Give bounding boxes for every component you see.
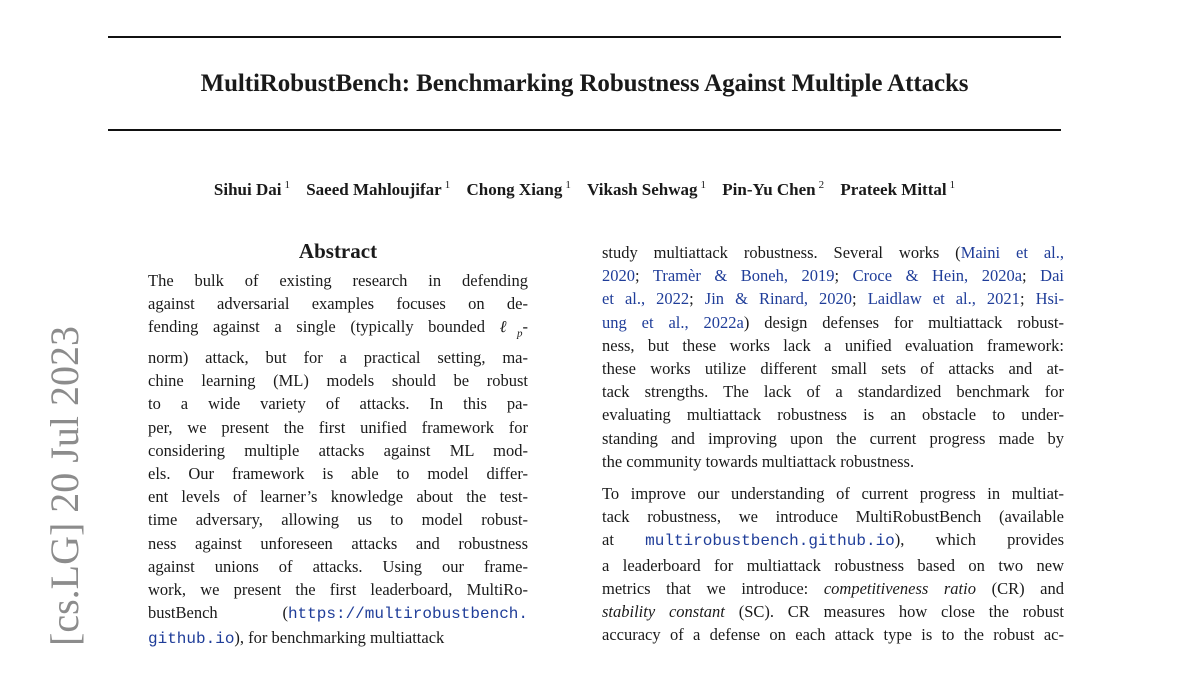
text-line: chine learning (ML) models should be robust [148,371,528,391]
text-line: stability constant (SC). CR measures how close the robust [602,602,1064,622]
text-line: bustBench (https://multirobustbench. [148,603,528,624]
intro-paragraph [602,241,1064,473]
text-line: at multirobustbench.github.io), which provides [602,530,1064,551]
text-line: ness, but these works lack a unified evaluation framework: [602,335,1064,355]
text-line: evaluating multiattack robustness is an obstacle to under- [602,405,1064,425]
citation-link[interactable]: Maini et al., [960,243,1065,262]
text-line: the community towards multiattack robustness. [602,451,915,471]
abstract-body [148,269,528,652]
text-line: et al., 2022; Jin & Rinard, 2020; Laidlaw et al., 2021; Hsi- [602,289,1064,309]
citation-link[interactable]: Dai [1040,266,1064,286]
title-rule-top [108,36,1061,38]
title-rule-bottom [108,129,1061,131]
text-line: against adversarial examples focuses on de- [148,294,528,314]
citation-link[interactable]: Laidlaw et al., 2021 [867,289,1020,309]
citation-link[interactable]: Tramèr & Boneh, 2019 [652,266,835,286]
citation-link[interactable]: Jin & Rinard, 2020 [704,289,853,309]
text-line: considering multiple attacks against ML mod- [148,440,528,460]
text-line: norm) attack, but for a practical setting, ma- [148,347,528,367]
text-line: a leaderboard for multiattack robustness based on two new [602,555,1064,575]
author: Saeed Mahloujifar $^1$ [306,179,451,199]
text-line: tack robustness, we introduce MultiRobustBench (available [602,507,1064,527]
text-line: 2020; Tramèr & Boneh, 2019; Croce & Hein, 2020a; Dai [602,266,1064,286]
text-line: time adversary, allowing us to model robust- [148,510,528,530]
text-line: study multiattack robustness. Several works (Maini et al., [602,243,1065,262]
text-line: ung et al., 2022a) design defenses for multiattack robust- [602,312,1065,332]
text-line: standing and improving upon the current progress made by [602,428,1064,448]
text-line: els. Our framework is able to model differ- [148,463,528,483]
citation-link[interactable]: Croce & Hein, 2020a [852,266,1023,286]
text-line: ent levels of learner’s knowledge about the test- [148,487,528,507]
text-line: ness against unforeseen attacks and robustness [148,533,528,553]
paper-title: MultiRobustBench: Benchmarking Robustness Against Multiple Attacks [200,70,969,97]
text-line: to a wide variety of attacks. In this pa- [148,394,528,414]
abstract-heading: Abstract [298,239,378,263]
author-list [108,174,1061,201]
author: Vikash Sehwag $^1$ [587,179,707,199]
text-line: these works utilize different small sets of attacks and at- [602,359,1064,379]
lp-norm-symbol: ℓ$_p$ [499,317,523,340]
citation-link[interactable]: et al., 2022 [602,289,690,309]
intro-paragraph [602,482,1064,646]
citation-link[interactable]: 2020 [602,266,635,286]
text-line: metrics that we introduce: competitiveness ratio (CR) and [602,578,1064,598]
text-line: To improve our understanding of current progress in multiat- [602,484,1064,504]
leaderboard-url-link[interactable]: multirobustbench.github.io [645,532,895,551]
citation-link[interactable]: Hsi- [1035,289,1064,309]
citation-link[interactable]: ung et al., 2022a [602,312,744,332]
text-line: github.io), for benchmarking multiattack [148,628,445,649]
author: Prateek Mittal $^1$ [840,179,956,199]
intro-column [602,241,1064,646]
author: Sihui Dai $^1$ [213,179,290,199]
text-line: fending against a single (typically bounded ℓ$_p$- [148,317,528,340]
text-line: The bulk of existing research in defending [148,271,528,290]
text-line: work, we present the first leaderboard, MultiRo- [148,579,528,599]
text-line: per, we present the first unified framework for [148,417,528,437]
arxiv-stamp: [cs.LG] 20 Jul 2023 [42,326,87,646]
author: Pin-Yu Chen $^2$ [722,179,825,199]
text-line: against unions of attacks. Using our frame- [148,556,528,576]
author: Chong Xiang $^1$ [466,179,571,199]
leaderboard-url-link[interactable]: https://multirobustbench. [287,605,528,624]
text-line: accuracy of a defense on each attack type is to the robust ac- [602,625,1064,645]
text-line: tack strengths. The lack of a standardized benchmark for [602,382,1064,402]
leaderboard-url-link[interactable]: github.io [148,630,235,649]
